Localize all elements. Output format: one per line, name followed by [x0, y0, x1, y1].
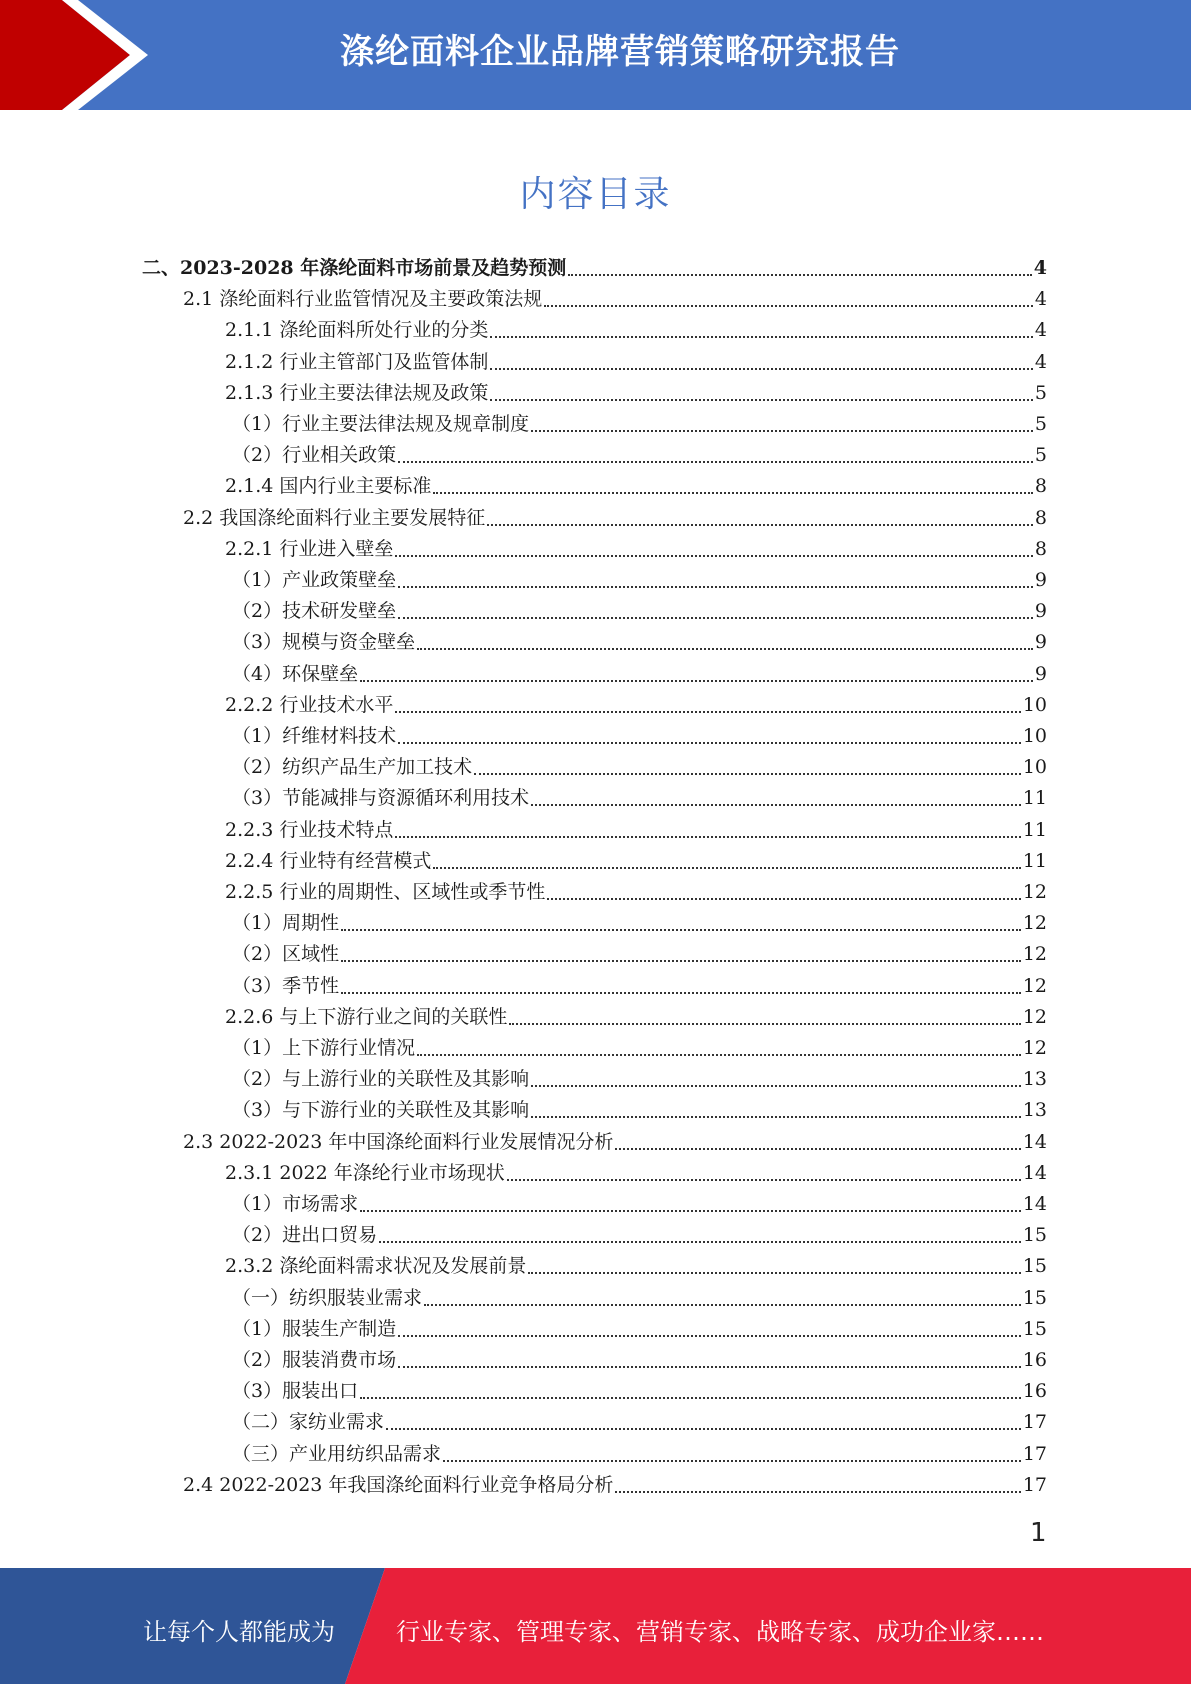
toc-leader-dots	[386, 1428, 1021, 1430]
toc-entry-title: （2）区域性	[232, 943, 340, 965]
toc-leader-dots	[417, 1054, 1021, 1056]
toc-heading: 内容目录	[519, 174, 672, 215]
toc-entry[interactable]	[232, 939, 1047, 970]
toc-entry[interactable]	[232, 1283, 1047, 1314]
toc-entry[interactable]	[232, 1439, 1047, 1470]
toc-leader-dots	[531, 1116, 1021, 1118]
toc-entry[interactable]	[232, 1095, 1047, 1126]
toc-entry-title: （3）节能减排与资源循环利用技术	[232, 787, 530, 809]
toc-leader-dots	[547, 898, 1020, 900]
toc-leader-dots	[507, 1179, 1021, 1181]
toc-leader-dots	[398, 617, 1033, 619]
toc-entry[interactable]	[225, 1251, 1047, 1282]
toc-entry-title: （2）纺织产品生产加工技术	[232, 756, 473, 778]
toc-entry-title: 2.2.3 行业技术特点	[225, 819, 394, 841]
toc-entry[interactable]	[232, 971, 1047, 1002]
toc-entry-page: 4	[1034, 288, 1047, 310]
toc-entry-page: 10	[1022, 725, 1047, 747]
toc-leader-dots	[490, 336, 1033, 338]
toc-entry[interactable]	[232, 409, 1047, 440]
toc-entry[interactable]	[232, 627, 1047, 658]
toc-entry-title: （1）服装生产制造	[232, 1318, 397, 1340]
toc-entry-title: 2.1.1 涤纶面料所处行业的分类	[225, 319, 489, 341]
toc-entry-page: 13	[1022, 1068, 1047, 1090]
toc-leader-dots	[395, 836, 1020, 838]
toc-leader-dots	[424, 1304, 1021, 1306]
toc-entry[interactable]	[225, 815, 1047, 846]
toc-entry-title: 2.3.1 2022 年涤纶行业市场现状	[225, 1162, 505, 1184]
toc-entry[interactable]	[225, 471, 1047, 502]
toc-leader-dots	[341, 960, 1021, 962]
toc-leader-dots	[509, 1023, 1020, 1025]
report-title: 涤纶面料企业品牌营销策略研究报告	[340, 32, 900, 72]
toc-entry-title: 2.2.2 行业技术水平	[225, 694, 394, 716]
toc-entry-page: 17	[1022, 1474, 1047, 1496]
header-band	[0, 0, 1191, 110]
toc-entry[interactable]	[232, 1220, 1047, 1251]
toc-entry[interactable]	[232, 752, 1047, 783]
toc-entry[interactable]	[225, 315, 1047, 346]
toc-entry-page: 4	[1033, 257, 1047, 279]
toc-entry-title: （1）产业政策壁垒	[232, 569, 397, 591]
toc-entry-page: 10	[1022, 694, 1047, 716]
toc-entry-page: 17	[1022, 1443, 1047, 1465]
toc-entry-page: 11	[1022, 787, 1047, 809]
toc-entry-title: 2.1 涤纶面料行业监管情况及主要政策法规	[183, 288, 543, 310]
toc-leader-dots	[531, 804, 1021, 806]
toc-entry-title: （1）行业主要法律法规及规章制度	[232, 413, 530, 435]
toc-entry[interactable]	[225, 1158, 1047, 1189]
toc-entry-page: 14	[1022, 1162, 1047, 1184]
toc-leader-dots	[544, 305, 1033, 307]
toc-entry[interactable]	[225, 846, 1047, 877]
toc-entry-title: （1）上下游行业情况	[232, 1037, 416, 1059]
toc-leader-dots	[531, 1085, 1021, 1087]
toc-entry-page: 15	[1022, 1255, 1047, 1277]
toc-entry-page: 17	[1022, 1411, 1047, 1433]
toc-entry-title: （二）家纺业需求	[232, 1411, 385, 1433]
toc-leader-dots	[433, 492, 1033, 494]
toc-entry-title: 2.2.1 行业进入壁垒	[225, 538, 394, 560]
toc-entry-page: 12	[1022, 881, 1047, 903]
toc-leader-dots	[490, 399, 1033, 401]
toc-leader-dots	[398, 742, 1021, 744]
toc-leader-dots	[433, 867, 1020, 869]
toc-entry[interactable]	[232, 596, 1047, 627]
toc-entry[interactable]	[232, 1345, 1047, 1376]
toc-leader-dots	[443, 1460, 1021, 1462]
toc-entry[interactable]	[225, 877, 1047, 908]
toc-entry-title: （2）服装消费市场	[232, 1349, 397, 1371]
toc-entry-title: （2）行业相关政策	[232, 444, 397, 466]
toc-entry[interactable]	[183, 503, 1047, 534]
toc-entry-title: 2.4 2022-2023 年我国涤纶面料行业竞争格局分析	[183, 1474, 614, 1496]
toc-entry[interactable]	[225, 690, 1047, 721]
toc-leader-dots	[341, 929, 1021, 931]
toc-entry-page: 12	[1022, 1037, 1047, 1059]
toc-entry[interactable]	[232, 565, 1047, 596]
toc-entry[interactable]	[225, 534, 1047, 565]
toc-entry-title: 2.1.2 行业主管部门及监管体制	[225, 351, 489, 373]
toc-leader-dots	[528, 1272, 1020, 1274]
toc-leader-dots	[360, 1397, 1021, 1399]
toc-entry-title: （4）环保壁垒	[232, 663, 359, 685]
toc-leader-dots	[417, 648, 1033, 650]
toc-entry[interactable]	[142, 253, 1047, 284]
toc-entry-page: 5	[1034, 413, 1047, 435]
toc-entry-page: 11	[1022, 819, 1047, 841]
toc-entry-title: （1）市场需求	[232, 1193, 359, 1215]
toc-entry-page: 11	[1022, 850, 1047, 872]
toc-entry-page: 14	[1022, 1193, 1047, 1215]
toc-entry-page: 5	[1034, 444, 1047, 466]
toc-entry-page: 10	[1022, 756, 1047, 778]
toc-entry-page: 13	[1022, 1099, 1047, 1121]
toc-entry[interactable]	[232, 783, 1047, 814]
toc-entry[interactable]	[232, 721, 1047, 752]
toc-entry[interactable]	[183, 1127, 1047, 1158]
footer-slogan-right: 行业专家、管理专家、营销专家、战略专家、成功企业家……	[396, 1618, 1044, 1646]
toc-entry-title: 2.1.3 行业主要法律法规及政策	[225, 382, 489, 404]
toc-entry-title: （3）规模与资金壁垒	[232, 631, 416, 653]
toc-entry-page: 9	[1034, 569, 1047, 591]
toc-entry-title: （1）周期性	[232, 912, 340, 934]
toc-entry[interactable]	[232, 1189, 1047, 1220]
toc-entry-title: （2）进出口贸易	[232, 1224, 378, 1246]
toc-entry-title: 二、2023-2028 年涤纶面料市场前景及趋势预测	[142, 257, 567, 279]
toc-leader-dots	[615, 1148, 1020, 1150]
toc-entry-title: （2）技术研发壁垒	[232, 600, 397, 622]
toc-entry-page: 15	[1022, 1318, 1047, 1340]
footer-slogan-left: 让每个人都能成为	[143, 1618, 335, 1646]
toc-entry[interactable]	[225, 1002, 1047, 1033]
toc-leader-dots	[395, 711, 1020, 713]
toc-leader-dots	[341, 992, 1021, 994]
toc-entry-title: 2.2.5 行业的周期性、区域性或季节性	[225, 881, 546, 903]
toc-entry[interactable]	[183, 1470, 1047, 1501]
toc-leader-dots	[360, 1210, 1021, 1212]
toc-entry-page: 9	[1034, 663, 1047, 685]
toc-entry-title: （2）与上游行业的关联性及其影响	[232, 1068, 530, 1090]
toc-entry-title: （三）产业用纺织品需求	[232, 1443, 442, 1465]
toc-entry-title: （1）纤维材料技术	[232, 725, 397, 747]
toc-leader-dots	[360, 680, 1033, 682]
toc-entry[interactable]	[225, 378, 1047, 409]
toc-entry-page: 15	[1022, 1224, 1047, 1246]
toc-entry-title: 2.2.4 行业特有经营模式	[225, 850, 432, 872]
toc-leader-dots	[531, 430, 1033, 432]
toc-entry-page: 12	[1022, 943, 1047, 965]
toc-entry-title: 2.1.4 国内行业主要标准	[225, 475, 432, 497]
toc-leader-dots	[395, 555, 1033, 557]
toc-leader-dots	[398, 586, 1033, 588]
toc-entry-title: 2.3 2022-2023 年中国涤纶面料行业发展情况分析	[183, 1131, 614, 1153]
toc-entry-title: （3）季节性	[232, 975, 340, 997]
toc-entry[interactable]	[183, 284, 1047, 315]
toc-leader-dots	[379, 1241, 1021, 1243]
toc-entry-page: 16	[1022, 1380, 1047, 1402]
toc-leader-dots	[487, 524, 1033, 526]
toc-entry[interactable]	[232, 908, 1047, 939]
toc-entry-title: （3）服装出口	[232, 1380, 359, 1402]
toc-leader-dots	[474, 773, 1021, 775]
toc-leader-dots	[398, 1335, 1021, 1337]
toc-leader-dots	[490, 368, 1033, 370]
toc-entry[interactable]	[232, 440, 1047, 471]
toc-entry-page: 4	[1034, 351, 1047, 373]
toc-entry-page: 12	[1022, 1006, 1047, 1028]
toc-leader-dots	[615, 1491, 1020, 1493]
toc-entry[interactable]	[232, 1033, 1047, 1064]
toc-entry-title: （3）与下游行业的关联性及其影响	[232, 1099, 530, 1121]
toc-entry-page: 16	[1022, 1349, 1047, 1371]
toc-entry[interactable]	[232, 1407, 1047, 1438]
toc-entry-page: 9	[1034, 631, 1047, 653]
toc-entry-page: 12	[1022, 912, 1047, 934]
toc-entry-page: 4	[1034, 319, 1047, 341]
toc-entry-page: 8	[1034, 538, 1047, 560]
toc-entry[interactable]	[232, 1376, 1047, 1407]
toc-entry-page: 5	[1034, 382, 1047, 404]
page-number: 1	[1030, 1518, 1047, 1548]
footer-band	[0, 1568, 1191, 1684]
toc-entry-title: 2.2.6 与上下游行业之间的关联性	[225, 1006, 508, 1028]
toc-entry-page: 8	[1034, 507, 1047, 529]
toc-leader-dots	[398, 461, 1033, 463]
chevron-arrow-icon	[0, 0, 160, 110]
toc-entry-page: 8	[1034, 475, 1047, 497]
toc-entry-title: （一）纺织服装业需求	[232, 1287, 423, 1309]
toc-entry[interactable]	[232, 1314, 1047, 1345]
toc-entry-page: 14	[1022, 1131, 1047, 1153]
toc-entry[interactable]	[232, 1064, 1047, 1095]
toc-leader-dots	[568, 274, 1032, 276]
toc-entry[interactable]	[232, 659, 1047, 690]
toc-entry-title: 2.3.2 涤纶面料需求状况及发展前景	[225, 1255, 527, 1277]
toc-entry-page: 9	[1034, 600, 1047, 622]
toc-entry-title: 2.2 我国涤纶面料行业主要发展特征	[183, 507, 486, 529]
toc-entry-page: 15	[1022, 1287, 1047, 1309]
toc-entry[interactable]	[225, 347, 1047, 378]
toc-entry-page: 12	[1022, 975, 1047, 997]
toc-leader-dots	[398, 1366, 1021, 1368]
